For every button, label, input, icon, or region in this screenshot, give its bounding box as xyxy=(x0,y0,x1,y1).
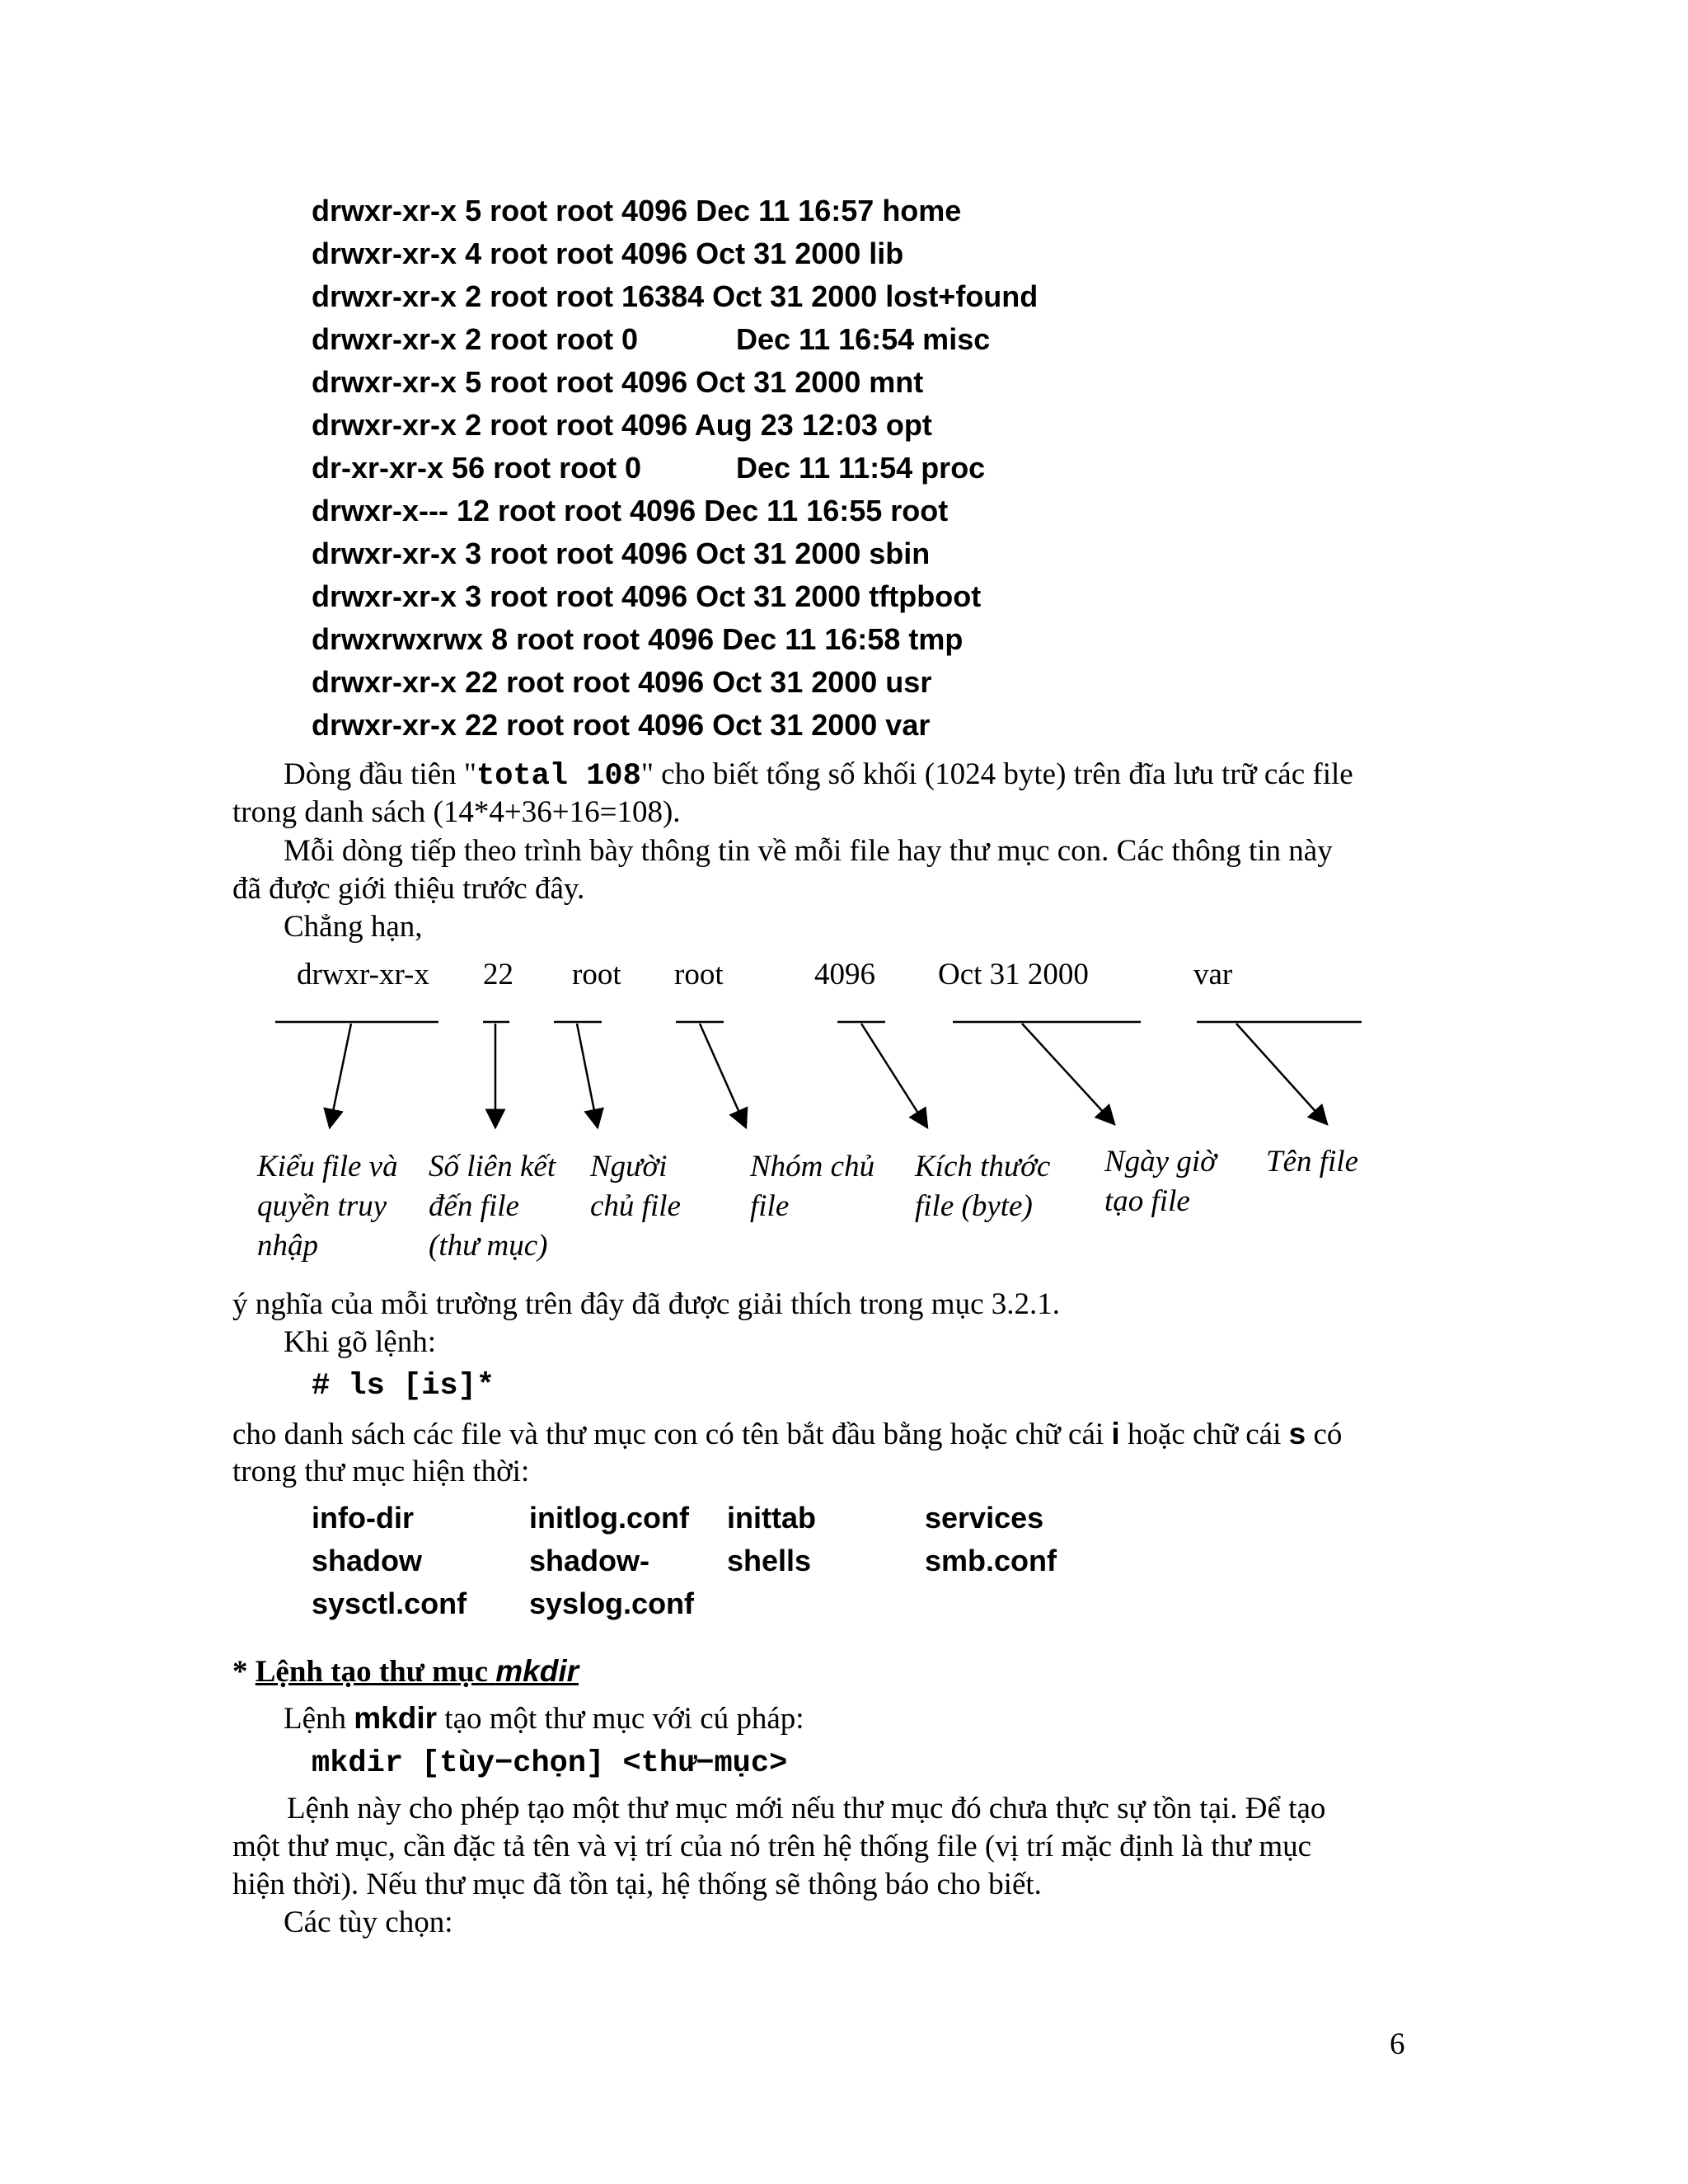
ls-line: drwxr-xr-x 2 root root 16384 Oct 31 2000 lost+found xyxy=(312,279,1039,313)
paragraph-line: đã được giới thiệu trước đây. xyxy=(232,872,585,906)
field-size: 4096 xyxy=(814,958,875,991)
ls-line: drwxr-xr-x 5 root root 4096 Oct 31 2000 mnt xyxy=(312,365,924,399)
field-permissions: drwxr-xr-x xyxy=(297,958,429,991)
paragraph-line: một thư mục, cần đặc tả tên và vị trí của nó trên hệ thống file (vị trí mặc định là thư mục xyxy=(232,1830,1312,1863)
arrow-date xyxy=(1022,1024,1114,1124)
command-ls: # ls [is]* xyxy=(312,1369,495,1404)
ls-line: drwxr-x--- 12 root root 4096 Dec 11 16:55 root xyxy=(312,494,949,527)
paragraph-line: Lệnh này cho phép tạo một thư mục mới nếu thư mục đó chưa thực sự tồn tại. Để tạo xyxy=(287,1792,1326,1825)
file-name: shells xyxy=(727,1544,812,1577)
field-group: root xyxy=(674,958,724,991)
command-syntax: mkdir [tùy−chọn] <thư−mục> xyxy=(312,1746,788,1781)
arrow-size xyxy=(861,1024,927,1127)
field-links: 22 xyxy=(483,958,513,991)
file-name: sysctl.conf xyxy=(312,1586,467,1620)
arrow-owner xyxy=(577,1024,598,1127)
label-links: Số liên kết đến file (thư mục) xyxy=(429,1150,556,1263)
paragraph-line: trong thư mục hiện thời: xyxy=(232,1455,530,1488)
file-name: info-dir xyxy=(312,1501,414,1535)
ls-line: drwxr-xr-x 3 root root 4096 Oct 31 2000 tftpboot xyxy=(312,579,982,613)
ls-line: drwxr-xr-x 5 root root 4096 Dec 11 16:57 home xyxy=(312,194,962,227)
inline-code: total 108 xyxy=(476,759,641,794)
field-owner: root xyxy=(572,958,621,991)
letter-s: s xyxy=(1288,1417,1306,1451)
page-number: 6 xyxy=(1390,2027,1405,2061)
ls-line-tail: Dec 11 11:54 proc xyxy=(736,451,986,485)
section-heading: * Lệnh tạo thư mục mkdir xyxy=(232,1654,579,1689)
ls-line: drwxr-xr-x 22 root root 4096 Oct 31 2000 usr xyxy=(312,665,932,699)
heading-keyword: mkdir xyxy=(495,1654,579,1688)
paragraph-line: Các tùy chọn: xyxy=(284,1905,453,1939)
label-date: Ngày giờ tạo file xyxy=(1104,1145,1217,1218)
paragraph-line: trong danh sách (14*4+36+16=108). xyxy=(232,795,681,829)
arrow-permissions xyxy=(330,1024,351,1127)
paragraph-line: Dòng đầu tiên "total 108" cho biết tổng số khối (1024 byte) trên đĩa lưu trữ các file xyxy=(284,757,1353,794)
file-name: syslog.conf xyxy=(529,1586,695,1620)
label-group: Nhóm chủ file xyxy=(750,1150,875,1223)
paragraph-line: Mỗi dòng tiếp theo trình bày thông tin về mỗi file hay thư mục con. Các thông tin này xyxy=(284,834,1333,868)
paragraph-line: hiện thời). Nếu thư mục đã tồn tại, hệ thống sẽ thông báo cho biết. xyxy=(232,1868,1042,1901)
ls-line-tail: Dec 11 16:54 misc xyxy=(736,322,991,356)
file-name: initlog.conf xyxy=(529,1501,689,1535)
field-date: Oct 31 2000 xyxy=(938,958,1089,991)
ls-line: drwxr-xr-x 2 root root 4096 Aug 23 12:03 opt xyxy=(312,408,932,442)
ls-line: drwxr-xr-x 22 root root 4096 Oct 31 2000 var xyxy=(312,708,931,742)
ls-line: dr-xr-xr-x 56 root root 0 xyxy=(312,451,642,485)
label-size: Kích thước file (byte) xyxy=(915,1150,1051,1223)
label-name: Tên file xyxy=(1266,1145,1359,1179)
file-name: shadow xyxy=(312,1544,423,1577)
paragraph-line: Lệnh mkdir tạo một thư mục với cú pháp: xyxy=(284,1701,804,1736)
ls-line: drwxr-xr-x 2 root root 0 xyxy=(312,322,639,356)
arrow-group xyxy=(700,1024,746,1127)
ls-line: drwxrwxrwx 8 root root 4096 Dec 11 16:58 tmp xyxy=(312,622,964,656)
ls-line: drwxr-xr-x 4 root root 4096 Oct 31 2000 lib xyxy=(312,237,904,270)
label-owner: Người chủ file xyxy=(590,1150,681,1223)
paragraph-line: ý nghĩa của mỗi trường trên đây đã được giải thích trong mục 3.2.1. xyxy=(232,1287,1061,1321)
keyword-mkdir: mkdir xyxy=(354,1701,438,1735)
file-name: shadow- xyxy=(529,1544,650,1577)
paragraph-line: Chẳng hạn, xyxy=(284,910,423,944)
file-name: inittab xyxy=(727,1501,816,1535)
letter-i: i xyxy=(1111,1417,1120,1451)
field-name: var xyxy=(1193,958,1233,991)
paragraph-line: cho danh sách các file và thư mục con có tên bắt đầu bằng hoặc chữ cái i hoặc chữ cái s có xyxy=(232,1417,1343,1451)
arrow-name xyxy=(1236,1024,1327,1124)
ls-line: drwxr-xr-x 3 root root 4096 Oct 31 2000 sbin xyxy=(312,537,931,570)
file-name: smb.conf xyxy=(925,1544,1057,1577)
file-name: services xyxy=(925,1501,1044,1535)
paragraph-line: Khi gõ lệnh: xyxy=(284,1325,436,1359)
label-permissions: Kiểu file và quyền truy nhập xyxy=(257,1150,398,1263)
